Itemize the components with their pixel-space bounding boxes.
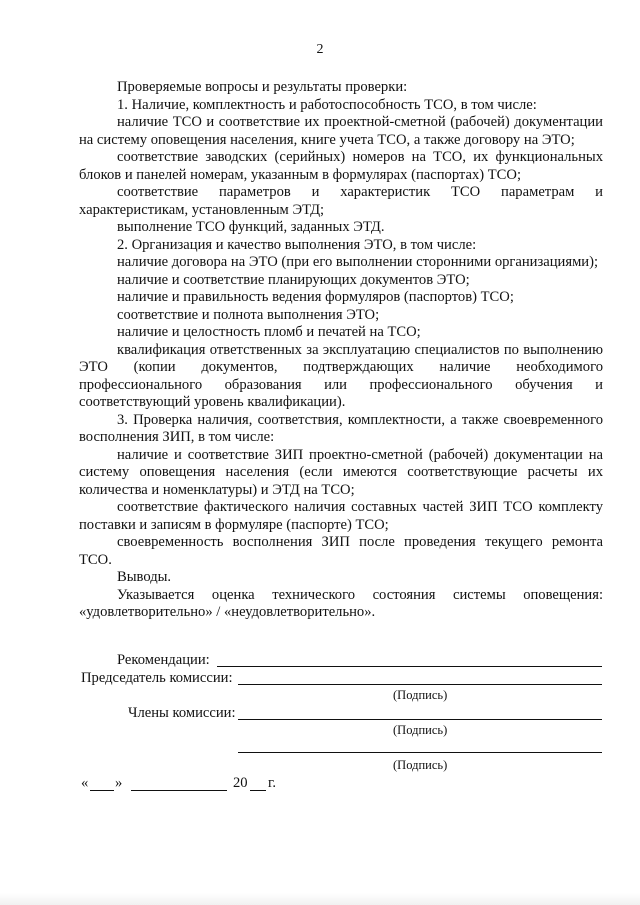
paragraph-section-2: 2. Организация и качество выполнения ЭТО, в том числе: xyxy=(117,236,477,253)
date-year-suffix: г. xyxy=(268,775,276,791)
paragraph: соответствие и полнота выполнения ЭТО; xyxy=(117,306,380,323)
document-body xyxy=(79,79,603,622)
chairman-signature-hint: (Подпись) xyxy=(393,688,448,702)
date-close-quote: » xyxy=(115,775,123,791)
date-year-line[interactable] xyxy=(250,790,266,791)
paragraph-section-3: 3. Проверка наличия, соответствия, комплектности, а также своевременного восполнения ЗИП, в том числе: xyxy=(79,411,603,445)
date-open-quote: « xyxy=(81,775,89,791)
paragraph: соответствие заводских (серийных) номеров на ТСО, их функциональных блоков и панелей номерам, указанным в формулярах (паспортах) ТСО; xyxy=(79,149,603,183)
page-bottom-edge xyxy=(0,893,640,905)
date-year-prefix: 20 xyxy=(233,775,248,791)
paragraph-conclusions: Указывается оценка технического состояния системы оповещения: «удовлетворительно» / «неудовлетворительно». xyxy=(79,586,603,620)
paragraph: наличие и соответствие планирующих документов ЭТО; xyxy=(117,271,470,288)
paragraph: соответствие параметров и характеристик ТСО параметрам и характеристикам, установленным ЭТД; xyxy=(79,184,603,218)
chairman-label: Председатель комиссии: xyxy=(81,670,233,686)
paragraph: своевременность восполнения ЗИП после проведения текущего ремонта ТСО. xyxy=(79,534,603,568)
paragraph: выполнение ТСО функций, заданных ЭТД. xyxy=(117,219,385,235)
paragraph: наличие договора на ЭТО (при его выполнении сторонними организациями); xyxy=(117,254,599,270)
date-month-line[interactable] xyxy=(131,790,227,791)
paragraph: квалификация ответственных за эксплуатацию специалистов по выполнению ЭТО (копии документов, подтверждающих наличие необходимого профессионального образования или профессионального обучения и соответствующий уровень квалификации). xyxy=(79,341,603,410)
recommendations-label: Рекомендации: xyxy=(117,652,210,668)
chairman-signature-line[interactable] xyxy=(238,684,602,685)
recommendations-line xyxy=(217,666,602,667)
member-1-signature-hint: (Подпись) xyxy=(393,723,448,737)
member-1-signature-line[interactable] xyxy=(238,719,602,720)
paragraph-section-1: 1. Наличие, комплектность и работоспособность ТСО, в том числе: xyxy=(117,96,537,113)
paragraph: наличие ТСО и соответствие их проектной-сметной (рабочей) документации на систему оповещения населения, книге учета ТСО, а также договору на ЭТО; xyxy=(79,114,603,148)
paragraph-conclusions-heading: Выводы. xyxy=(117,569,172,585)
paragraph: соответствие фактического наличия составных частей ЗИП ТСО комплекту поставки и записям в формуляре (паспорте) ТСО; xyxy=(79,499,603,533)
paragraph: наличие и правильность ведения формуляров (паспортов) ТСО; xyxy=(117,289,514,305)
page-number: 2 xyxy=(316,42,324,57)
members-label: Члены комиссии: xyxy=(128,705,236,721)
paragraph: наличие и соответствие ЗИП проектно-сметной (рабочей) документации на систему оповещения населения (если имеются соответствующие расчеты их количества и номенклатуры) и ЭТД на ТСО; xyxy=(79,446,603,498)
member-2-signature-hint: (Подпись) xyxy=(393,758,448,772)
date-day-line[interactable] xyxy=(90,790,114,791)
paragraph: наличие и целостность пломб и печатей на ТСО; xyxy=(117,324,421,340)
paragraph-intro: Проверяемые вопросы и результаты проверки: xyxy=(117,79,408,95)
member-2-signature-line[interactable] xyxy=(238,752,602,753)
